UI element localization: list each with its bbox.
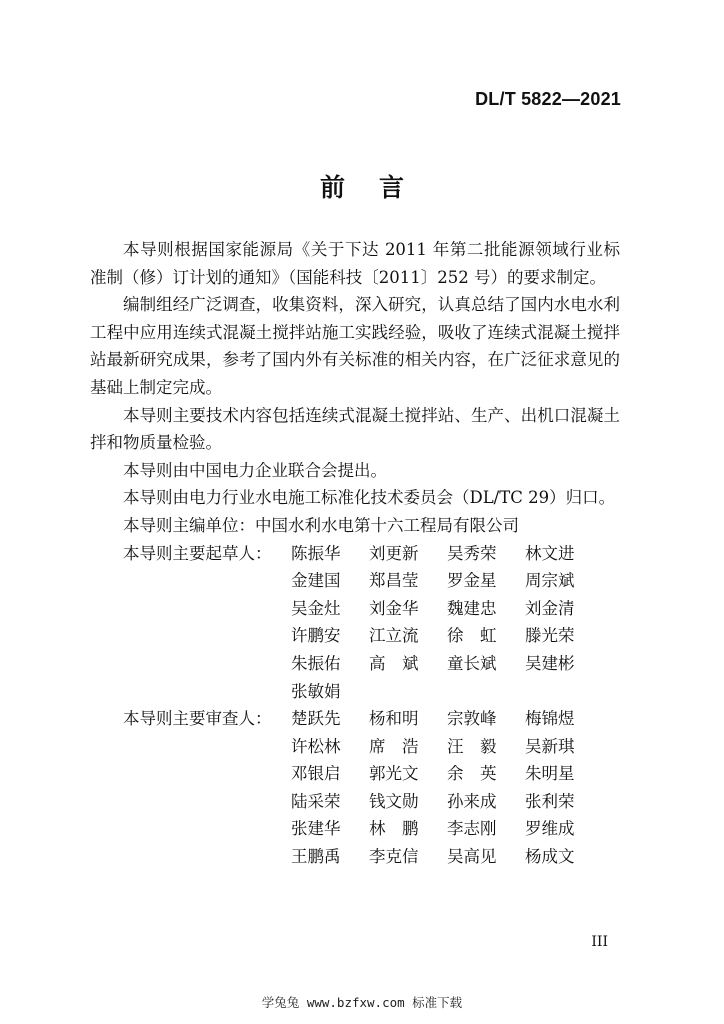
reviewer-name: 楚跃先	[291, 709, 341, 729]
drafters-block	[90, 540, 620, 706]
reviewer-name: 余 英	[447, 764, 497, 784]
reviewer-name: 杨和明	[369, 709, 419, 729]
drafter-name: 童长斌	[447, 653, 497, 673]
reviewer-name: 杨成文	[525, 847, 575, 867]
drafter-name: 许鹏安	[291, 626, 341, 646]
drafters-label: 本导则主要起草人：	[123, 543, 272, 563]
reviewer-name: 李克信	[369, 847, 419, 867]
paragraph-basis: 本导则根据国家能源局《关于下达 2011 年第二批能源领域行业标准制（修）订计划的通知》（国能科技〔2011〕252 号）的要求制定。	[90, 240, 620, 287]
body-text	[90, 236, 620, 871]
drafter-name: 郑昌莹	[369, 571, 419, 591]
drafter-name: 滕光荣	[525, 626, 575, 646]
paragraph-administration: 本导则由电力行业水电施工标准化技术委员会（DL/TC 29）归口。	[123, 488, 616, 508]
reviewer-name: 张建华	[291, 819, 341, 839]
drafter-name: 刘更新	[369, 543, 419, 563]
standard-code: DL/T 5822—2021	[475, 89, 621, 109]
reviewers-label: 本导则主要审查人：	[123, 709, 272, 729]
reviewers-block	[90, 705, 620, 871]
reviewer-name: 邓银启	[291, 764, 341, 784]
reviewer-name: 吴高见	[447, 847, 497, 867]
chief-unit: 本导则主编单位：中国水利水电第十六工程局有限公司	[123, 515, 519, 535]
reviewer-name: 李志刚	[447, 819, 497, 839]
drafter-name: 罗金星	[447, 571, 497, 591]
reviewer-name: 陆采荣	[291, 791, 341, 811]
drafter-name: 张敏娟	[291, 681, 341, 701]
drafter-name: 吴金灶	[291, 598, 341, 618]
page-number: III	[591, 934, 608, 950]
reviewer-name: 吴新琪	[525, 736, 575, 756]
reviewer-name: 许松林	[291, 736, 341, 756]
drafter-name: 金建国	[291, 571, 341, 591]
drafter-name: 吴秀荣	[447, 543, 497, 563]
reviewer-name: 罗维成	[525, 819, 575, 839]
reviewer-name: 汪 毅	[447, 736, 497, 756]
drafter-name: 林文进	[525, 543, 575, 563]
drafters-names	[291, 540, 603, 706]
paragraph-proposer: 本导则由中国电力企业联合会提出。	[123, 460, 387, 480]
reviewer-name: 梅锦煜	[525, 709, 575, 729]
drafter-name: 周宗斌	[525, 571, 575, 591]
drafter-name: 陈振华	[291, 543, 341, 563]
reviewer-name: 张利荣	[525, 791, 575, 811]
footer-watermark: 学兔兔 www.bzfxw.com 标准下载	[261, 995, 463, 1010]
reviewer-name: 郭光文	[369, 764, 419, 784]
page-title: 前言	[319, 173, 438, 202]
drafter-name: 徐 虹	[447, 626, 497, 646]
paragraph-research: 编制组经广泛调查，收集资料，深入研究，认真总结了国内水电水利工程中应用连续式混凝土搅拌站施工实践经验，吸收了连续式混凝土搅拌站最新研究成果，参考了国内外有关标准的相关内容，在广泛征求意见的基础上制定完成。	[90, 295, 620, 397]
drafter-name: 朱振佑	[291, 653, 341, 673]
reviewer-name: 钱文勋	[369, 791, 419, 811]
reviewer-name: 林 鹏	[369, 819, 419, 839]
paragraph-content: 本导则主要技术内容包括连续式混凝土搅拌站、生产、出机口混凝土拌和物质量检验。	[90, 405, 620, 453]
drafter-name: 刘金华	[369, 598, 419, 618]
drafter-name: 魏建忠	[447, 598, 497, 618]
drafter-name: 江立流	[369, 626, 419, 646]
drafter-name: 吴建彬	[525, 653, 575, 673]
reviewer-name: 宗敦峰	[447, 709, 497, 729]
reviewers-names	[291, 705, 603, 871]
reviewer-name: 席 浩	[369, 736, 419, 756]
drafter-name: 高 斌	[369, 653, 419, 673]
drafter-name: 刘金清	[525, 598, 575, 618]
reviewer-name: 王鹏禹	[291, 847, 341, 867]
reviewer-name: 朱明星	[525, 764, 575, 784]
reviewer-name: 孙来成	[447, 791, 497, 811]
